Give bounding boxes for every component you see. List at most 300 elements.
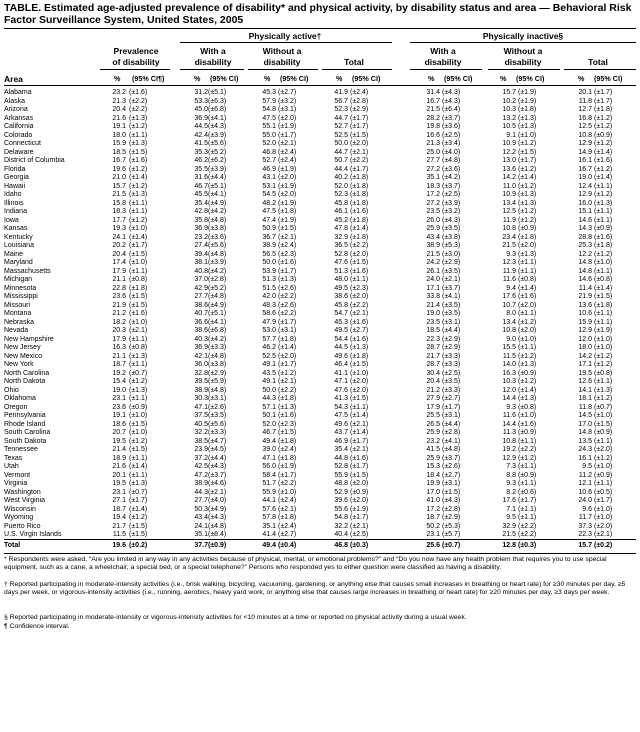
ci-value: (±1.1) — [594, 182, 613, 190]
area-name: Washington — [4, 488, 41, 496]
percent-value: 44.4 — [334, 165, 348, 173]
percent-value: 25.6 — [426, 542, 440, 549]
ci-value: (±1.0) — [594, 514, 613, 521]
ci-value: (±3.5) — [442, 378, 461, 385]
percent-value: 13.6 — [502, 165, 516, 173]
ci-value: (±0.9) — [518, 471, 537, 479]
percent-value: 21.7 — [426, 352, 440, 360]
ci-value: (±2.4) — [278, 157, 297, 164]
percent-value: 37.3 — [578, 522, 592, 530]
percent-value: 8.0 — [506, 310, 516, 317]
area-name: Nevada — [4, 327, 29, 334]
ci-value: (±1.4) — [518, 284, 537, 292]
percent-value: 12.2 — [578, 250, 592, 258]
percent-value: 40.3 — [194, 335, 208, 343]
percent-value: 17.6 — [502, 497, 516, 504]
percent-value: 52.7 — [262, 157, 276, 164]
table-row — [0, 285, 640, 294]
ci-value: (±1.9) — [278, 123, 297, 130]
percent-value: 12.0 — [502, 386, 516, 394]
ci-value: (±0.2) — [129, 542, 148, 549]
percent-value: 51.5 — [262, 284, 276, 292]
percent-value: 10.6 — [578, 310, 592, 317]
percent-value: 52.9 — [334, 488, 348, 496]
percent-value: 14.1 — [578, 386, 592, 394]
ci-value: (±2.0) — [350, 497, 369, 504]
percent-value: 12.9 — [578, 327, 592, 334]
percent-value: 52.5 — [334, 131, 348, 139]
ci-value: (±1.2) — [518, 454, 537, 462]
ci-value: (±2.6) — [442, 463, 461, 470]
ci-value: (±1.2) — [129, 437, 148, 445]
ci-value: (±4.4) — [208, 174, 227, 181]
ci-value: (±1.3) — [518, 250, 537, 258]
percent-value: 16.0 — [578, 199, 592, 207]
ci-value: (±3.1) — [278, 106, 297, 113]
percent-value: 14.6 — [578, 216, 592, 224]
percent-value: 38.9 — [194, 386, 208, 394]
ci-value: (±1.9) — [278, 463, 297, 470]
ci-value: (±2.1) — [350, 446, 369, 453]
percent-value: 37.2 — [194, 454, 208, 462]
percent-value: 17.2 — [426, 191, 440, 198]
ci-value: (±1.2) — [129, 123, 148, 130]
percent-value: 17.4 — [112, 259, 126, 266]
ci-value: (±3.4) — [442, 140, 461, 147]
percent-value: 55.0 — [262, 131, 276, 139]
ci-value: (±2.6) — [278, 301, 297, 309]
percent-value: 46.7 — [262, 429, 276, 436]
percent-value: 38.1 — [194, 259, 208, 266]
ci-value: (±1.1) — [518, 344, 537, 351]
ci-value: (±1.3) — [278, 276, 297, 283]
percent-value: 19.2 — [112, 369, 126, 377]
percent-value: 17.9 — [112, 267, 126, 275]
ci-value: (±1.0) — [129, 429, 148, 436]
percent-value: 42.5 — [194, 463, 208, 470]
pa-without-disability-line1: Without a — [262, 46, 302, 56]
ci-value: (±1.5) — [129, 531, 148, 538]
percent-value: 53.1 — [262, 182, 276, 190]
ci-value: (±1.5) — [129, 250, 148, 258]
percent-value: 40.5 — [194, 420, 208, 428]
ci-value: (±1.1) — [518, 480, 537, 487]
percent-value: 19.0 — [578, 174, 592, 181]
area-name: Maine — [4, 250, 24, 258]
ci-value: (±1.7) — [594, 97, 613, 105]
percent-value: 42.4 — [194, 131, 208, 139]
ci-value: (±4.7) — [208, 437, 227, 445]
percent-value: 18.4 — [426, 471, 440, 479]
ci-value: (±0.9) — [518, 429, 537, 436]
ci-value: (±1.4) — [594, 148, 613, 156]
ci-value: (±2.1) — [442, 276, 461, 283]
ci-value: (±2.9) — [350, 106, 369, 113]
area-name: Florida — [4, 165, 26, 173]
ci-value: (±1.1) — [594, 378, 613, 385]
percent-value: 20.3 — [112, 327, 126, 334]
ci-value: (±2.0) — [278, 352, 297, 360]
percent-value: 42.8 — [194, 208, 208, 215]
percent-value: 52.0 — [334, 182, 348, 190]
percent-value: 52.5 — [262, 352, 276, 360]
percent-value: 50.0 — [334, 140, 348, 147]
percent-value: 21.5 — [426, 106, 440, 113]
percent-value: 10.8 — [502, 327, 516, 334]
percent-value: 23.6 — [112, 403, 126, 411]
percent-value: 48.2 — [262, 199, 276, 207]
ci-value: (±1.4) — [350, 412, 369, 419]
ci-value: (±1.6) — [278, 412, 297, 419]
ci-value: (±0.8) — [129, 344, 148, 351]
ci-value: (±4.3) — [442, 97, 461, 105]
area-name: South Carolina — [4, 429, 51, 436]
percent-value: 38.6 — [194, 301, 208, 309]
ci-value: (±1.0) — [518, 131, 537, 139]
ci-value: (±1.1) — [129, 361, 148, 368]
percent-value: 21.9 — [578, 293, 592, 300]
percent-value: 45.0 — [194, 106, 208, 113]
percent-value: 13.6 — [578, 301, 592, 309]
ci-value: (±1.3) — [518, 395, 537, 402]
ci-value: (±1.1) — [350, 276, 369, 283]
percent-value: 24.1 — [194, 522, 208, 530]
area-name: Colorado — [4, 131, 33, 139]
ci-value: (±1.7) — [518, 497, 537, 504]
area-name: North Carolina — [4, 369, 50, 377]
percent-value: 31.2 — [194, 89, 208, 96]
ci-value: (±2.2) — [129, 97, 148, 105]
ci-value: (±1.1) — [594, 480, 613, 487]
subrule-prev — [100, 69, 170, 70]
ci-value: (±1.7) — [594, 89, 613, 96]
percent-value: 46.2 — [262, 344, 276, 351]
percent-value: 37.7 — [194, 542, 208, 549]
pa-without-pct-header: % — [264, 74, 271, 83]
ci-value: (±1.8) — [350, 216, 369, 224]
ci-value: (±2.4) — [278, 522, 297, 530]
table-row — [0, 242, 640, 251]
top-rule — [4, 28, 636, 29]
ci-value: (±2.1) — [278, 233, 297, 241]
ci-value: (±1.3) — [129, 386, 148, 394]
area-name: North Dakota — [4, 378, 46, 385]
ci-value: (±1.5) — [594, 293, 613, 300]
ci-value: (±2.2) — [518, 522, 537, 530]
ci-value: (±1.1) — [594, 267, 613, 275]
percent-value: 16.1 — [578, 157, 592, 164]
percent-value: 20.2 — [112, 242, 126, 249]
ci-value: (±0.6) — [518, 488, 537, 496]
percent-value: 22.3 — [426, 335, 440, 343]
percent-value: 10.6 — [578, 488, 592, 496]
percent-value: 28.7 — [426, 361, 440, 368]
percent-value: 46.4 — [334, 361, 348, 368]
percent-value: 47.4 — [262, 216, 276, 224]
ci-value: (±1.2) — [594, 361, 613, 368]
percent-value: 21.6 — [112, 463, 126, 470]
ci-value: (±3.5) — [442, 267, 461, 275]
ci-value: (±3.7) — [442, 284, 461, 292]
percent-value: 21.5 — [502, 242, 516, 249]
ci-value: (±4.6) — [208, 480, 227, 487]
ci-value: (±2.1) — [594, 531, 613, 538]
percent-value: 25.5 — [426, 412, 440, 419]
ci-value: (±2.2) — [350, 242, 369, 249]
percent-value: 15.7 — [502, 89, 516, 96]
ci-value: (±1.9) — [594, 327, 613, 334]
table-row — [0, 514, 640, 523]
table-row — [0, 480, 640, 489]
percent-value: 52.0 — [262, 420, 276, 428]
pi-with-pct-header: % — [428, 74, 435, 83]
area-name: Oklahoma — [4, 395, 36, 402]
ci-value: (±1.3) — [129, 140, 148, 147]
percent-value: 23.1 — [112, 488, 126, 496]
table-row — [0, 438, 640, 447]
percent-value: 32.9 — [502, 522, 516, 530]
ci-value: (±2.5) — [442, 369, 461, 377]
ci-value: (±1.7) — [350, 437, 369, 445]
ci-value: (±1.8) — [594, 106, 613, 113]
percent-value: 13.2 — [502, 114, 516, 122]
percent-value: 15.7 — [112, 182, 126, 190]
ci-value: (±1.6) — [129, 310, 148, 317]
table-row — [0, 319, 640, 328]
percent-value: 54.3 — [334, 403, 348, 411]
ci-value: (±4.8) — [208, 522, 227, 530]
percent-value: 12.3 — [502, 259, 516, 266]
percent-value: 25.3 — [578, 242, 592, 249]
percent-value: 11.8 — [578, 403, 592, 411]
ci-value: (±1.1) — [518, 514, 537, 521]
ci-value: (±4.8) — [208, 250, 227, 258]
ci-value: (±2.0) — [278, 114, 297, 122]
percent-value: 36.6 — [194, 318, 208, 326]
ci-value: (±0.9) — [594, 471, 613, 479]
area-name: Utah — [4, 463, 19, 470]
percent-value: 9.3 — [506, 403, 516, 411]
ci-value: (±3.7) — [442, 114, 461, 122]
ci-value: (±2.4) — [350, 89, 369, 96]
percent-value: 52.3 — [334, 106, 348, 113]
ci-value: (±2.3) — [350, 284, 369, 292]
ci-value: (±1.5) — [350, 471, 369, 479]
percent-value: 44.7 — [334, 114, 348, 122]
percent-value: 50.0 — [262, 259, 276, 266]
ci-value: (±5.7) — [442, 531, 461, 538]
percent-value: 11.6 — [502, 412, 516, 419]
physically-inactive-header: Physically inactive§ — [482, 31, 564, 41]
ci-value: (±1.9) — [278, 199, 297, 207]
table-row — [0, 404, 640, 413]
ci-value: (±1.4) — [129, 505, 148, 513]
ci-value: (±1.1) — [129, 267, 148, 275]
percent-value: 56.7 — [334, 97, 348, 105]
ci-value: (±0.9) — [594, 225, 613, 232]
ci-value: (±1.7) — [350, 165, 369, 173]
percent-value: 21.1 — [112, 276, 126, 283]
ci-value: (±0.3) — [518, 542, 537, 549]
ci-value: (±1.3) — [129, 480, 148, 487]
table-row — [0, 378, 640, 387]
percent-value: 25.0 — [426, 148, 440, 156]
percent-value: 53.9 — [262, 267, 276, 275]
ci-value: (±4.3) — [442, 216, 461, 224]
ci-value: (±0.9) — [350, 488, 369, 496]
area-name: Wisconsin — [4, 505, 36, 513]
table-row — [0, 293, 640, 302]
pi-without-ci-header: (95% CI) — [516, 74, 545, 83]
ci-value: (±1.0) — [594, 412, 613, 419]
ci-value: (±2.1) — [278, 140, 297, 147]
pi-without-disability-line1: Without a — [503, 46, 543, 56]
ci-value: (±1.9) — [350, 505, 369, 513]
ci-value: (±4.2) — [208, 208, 227, 215]
ci-value: (±3.6) — [208, 233, 227, 241]
percent-value: 23.4 — [502, 233, 516, 241]
ci-value: (±1.1) — [594, 208, 613, 215]
footnote-physically-inactive: § Reported participating in moderate-intensity or vigorous-intensity activities for <10 minutes at a time or reported no physical activity during a usual week. — [4, 614, 467, 621]
percent-value: 51.3 — [262, 276, 276, 283]
percent-value: 10.7 — [502, 301, 516, 309]
pa-with-ci-header: (95% CI) — [210, 74, 239, 83]
percent-value: 28.8 — [578, 233, 592, 241]
area-name: Michigan — [4, 276, 33, 283]
percent-value: 35.1 — [194, 531, 208, 538]
ci-value: (±0.8) — [594, 369, 613, 377]
table-body — [0, 89, 640, 540]
area-name: New Jersey — [4, 344, 41, 351]
ci-value: (±4.9) — [208, 505, 227, 513]
ci-value: (±1.8) — [350, 199, 369, 207]
percent-value: 20.7 — [112, 429, 126, 436]
ci-value: (±1.4) — [278, 344, 297, 351]
percent-value: 11.7 — [578, 514, 592, 521]
percent-value: 14.3 — [578, 225, 592, 232]
ci-value: (±0.8) — [518, 403, 537, 411]
area-name: Alabama — [4, 89, 32, 96]
percent-value: 23.9 — [194, 446, 208, 453]
percent-value: 20.1 — [578, 89, 592, 96]
ci-value: (±1.5) — [350, 131, 369, 139]
ci-value: (±0.8) — [518, 276, 537, 283]
percent-value: 12.6 — [578, 378, 592, 385]
table-row — [0, 455, 640, 464]
percent-value: 18.5 — [112, 148, 126, 156]
percent-value: 23.1 — [112, 395, 126, 402]
ci-value: (±2.2) — [278, 386, 297, 394]
ci-value: (±1.3) — [278, 403, 297, 411]
percent-value: 19.5 — [112, 480, 126, 487]
pi-total-ci-header: (95% CI) — [594, 74, 623, 83]
percent-value: 47.8 — [334, 225, 348, 232]
ci-value: (±1.4) — [518, 174, 537, 181]
percent-value: 56.5 — [262, 250, 276, 258]
percent-value: 11.6 — [502, 276, 516, 283]
percent-value: 46.9 — [334, 437, 348, 445]
ci-value: (±1.2) — [594, 352, 613, 360]
percent-value: 27.7 — [426, 157, 440, 164]
ci-value: (±2.1) — [350, 522, 369, 530]
percent-value: 54.4 — [334, 335, 348, 343]
ci-value: (±1.6) — [129, 157, 148, 164]
percent-value: 10.9 — [502, 140, 516, 147]
ci-value: (±2.1) — [278, 505, 297, 513]
ci-value: (±2.0) — [518, 301, 537, 309]
percent-value: 45.2 — [334, 216, 348, 224]
percent-value: 19.8 — [426, 123, 440, 130]
ci-value: (±1.8) — [129, 284, 148, 292]
percent-value: 14.9 — [578, 148, 592, 156]
ci-value: (±1.2) — [594, 250, 613, 258]
ci-value: (±4.2) — [208, 267, 227, 275]
percent-value: 12.4 — [578, 182, 592, 190]
percent-value: 15.5 — [502, 344, 516, 351]
ci-value: (±2.6) — [208, 403, 227, 411]
table-row — [0, 208, 640, 217]
ci-value: (±1.8) — [278, 208, 297, 215]
percent-value: 49.4 — [262, 542, 276, 549]
percent-value: 41.9 — [334, 89, 348, 96]
area-name: Tennessee — [4, 446, 38, 453]
percent-value: 47.6 — [334, 386, 348, 394]
ci-value: (±1.1) — [350, 403, 369, 411]
percent-value: 39.6 — [334, 497, 348, 504]
ci-value: (±1.7) — [350, 123, 369, 130]
ci-value: (±4.3) — [442, 497, 461, 504]
ci-value: (±3.3) — [442, 352, 461, 360]
ci-value: (±5.1) — [208, 310, 227, 317]
ci-value: (±1.7) — [350, 114, 369, 122]
percent-value: 24.3 — [578, 446, 592, 453]
ci-value: (±0.7) — [442, 542, 461, 549]
ci-value: (±4.8) — [208, 386, 227, 394]
percent-value: 13.4 — [502, 318, 516, 326]
table-row — [0, 429, 640, 438]
percent-value: 15.1 — [578, 208, 592, 215]
ci-value: (±4.8) — [442, 157, 461, 164]
percent-value: 12.9 — [502, 454, 516, 462]
ci-value: (±2.7) — [442, 395, 461, 402]
ci-value: (±3.6) — [442, 165, 461, 173]
prevalence-header-line2: of disability — [112, 57, 160, 67]
percent-value: 19.5 — [112, 437, 126, 445]
subrule-pi-without — [488, 69, 560, 70]
ci-value: (±1.1) — [518, 267, 537, 275]
ci-value: (±6.8) — [208, 106, 227, 113]
percent-value: 14.2 — [578, 352, 592, 360]
percent-value: 9.4 — [506, 284, 516, 292]
percent-value: 36.5 — [334, 242, 348, 249]
ci-value: (±1.1) — [594, 216, 613, 224]
percent-value: 12.9 — [578, 140, 592, 147]
percent-value: 17.0 — [426, 488, 440, 496]
percent-value: 39.0 — [262, 446, 276, 453]
prev-ci-header: (95% CI¶) — [132, 74, 165, 83]
ci-value: (±1.9) — [278, 182, 297, 190]
percent-value: 57.8 — [262, 514, 276, 521]
percent-value: 41.3 — [334, 395, 348, 402]
ci-value: (±2.0) — [594, 446, 613, 453]
percent-value: 50.0 — [262, 386, 276, 394]
ci-value: (±4.1) — [208, 318, 227, 326]
ci-value: (±0.5) — [594, 488, 613, 496]
percent-value: 32.9 — [334, 233, 348, 241]
percent-value: 44.3 — [262, 395, 276, 402]
area-name: Illinois — [4, 199, 24, 207]
percent-value: 18.9 — [112, 454, 126, 462]
